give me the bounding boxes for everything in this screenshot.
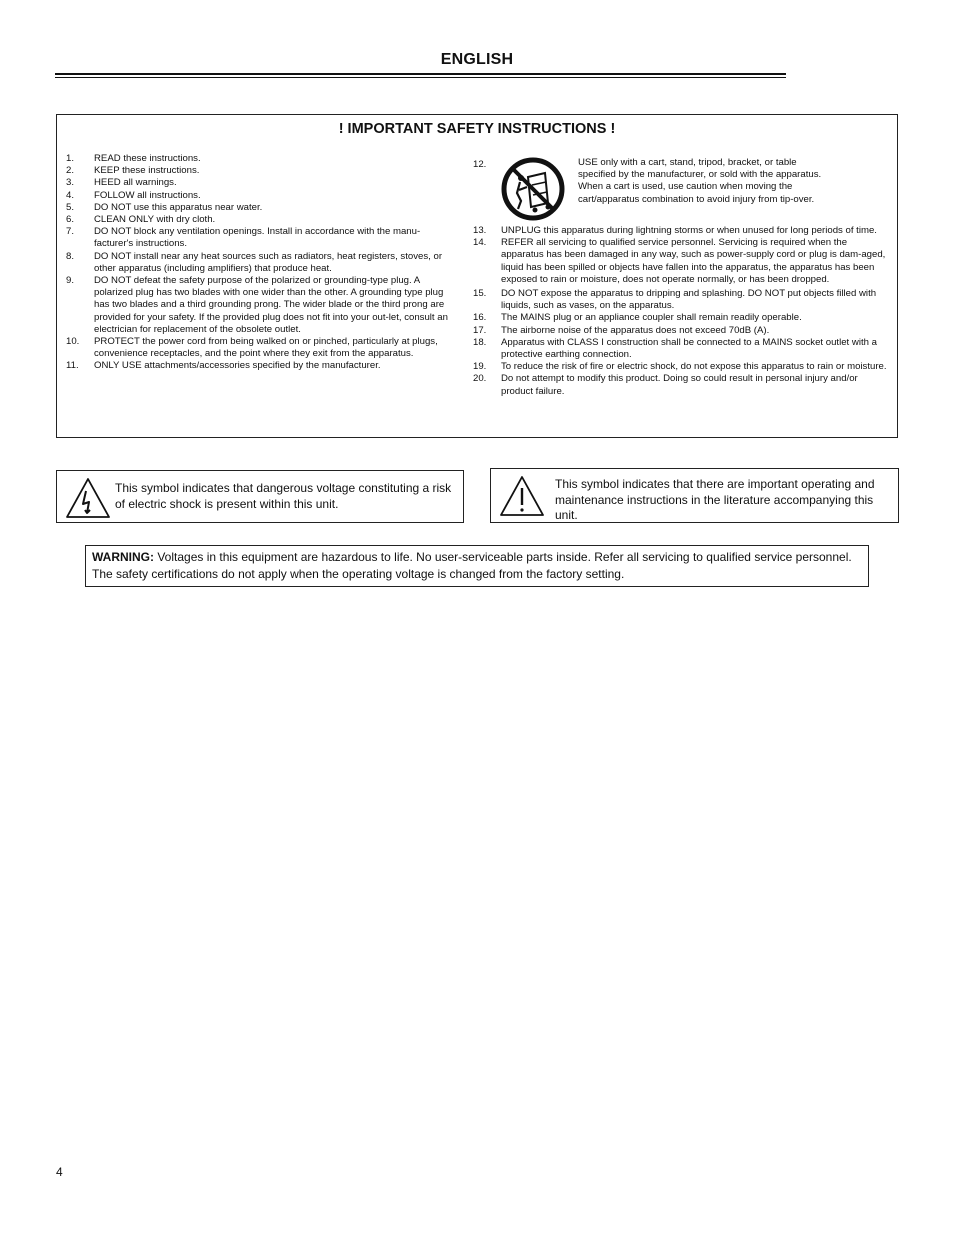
list-item — [66, 165, 458, 177]
safety-list-left — [66, 153, 458, 373]
list-item — [66, 190, 458, 202]
list-item — [66, 251, 458, 275]
item-number: 19. — [473, 361, 487, 373]
item-number: 15. — [473, 288, 487, 300]
list-item — [473, 337, 889, 361]
voltage-symbol-box — [56, 470, 464, 523]
item-text: DO NOT use this apparatus near water. — [94, 201, 263, 213]
item-number: 14. — [473, 237, 487, 249]
list-item — [473, 237, 889, 286]
item-number: 5. — [66, 201, 75, 213]
item-number: 1. — [66, 153, 75, 164]
item-number: 20. — [473, 373, 487, 385]
maintenance-symbol-box — [490, 468, 899, 523]
list-item — [66, 177, 458, 189]
item-number: 2. — [66, 165, 75, 177]
list-item — [473, 325, 889, 337]
item-text: DO NOT block any ventilation openings. Install in accordance with the manu-facturer's instructions. — [94, 226, 421, 250]
item-text: CLEAN ONLY with dry cloth. — [94, 214, 216, 226]
warning-label: WARNING: — [92, 550, 154, 564]
item-text: PROTECT the power cord from being walked on or pinched, particularly at plugs, convenience receptacles, and the point where they exit from the apparatus. — [94, 336, 438, 360]
list-item — [66, 336, 458, 360]
item-number: 11. — [66, 360, 79, 372]
item-number: 3. — [66, 177, 75, 189]
list-item — [473, 312, 889, 324]
item-number: 9. — [66, 275, 75, 287]
list-item — [66, 360, 458, 372]
warning-box — [85, 545, 869, 587]
warning-text: Voltages in this equipment are hazardous to life. No user-serviceable parts inside. Refer all servicing to qualified service personnel. The safety certifications do not apply when the operating voltage is changed from the factory setting. — [92, 550, 852, 581]
list-item — [473, 225, 889, 237]
item-number: 10. — [66, 336, 80, 348]
item-text: READ these instructions. — [94, 153, 201, 164]
voltage-symbol-text: This symbol indicates that dangerous voltage constituting a risk of electric shock is present within this unit. — [115, 481, 452, 511]
list-item — [66, 153, 458, 165]
list-item — [473, 361, 889, 373]
safety-list-right — [473, 157, 889, 398]
item-text: Do not attempt to modify this product. Doing so could result in personal injury and/or product failure. — [501, 373, 858, 397]
item-number: 12. — [473, 159, 487, 170]
item-number: 16. — [473, 312, 487, 324]
cart-tip-over-icon — [501, 157, 565, 221]
item-text: USE only with a cart, stand, tripod, bracket, or table specified by the manufacturer, or sold with the apparatus. When a cart is used, use caution when moving the cart/apparatus combination to avoid injury from tip-over. — [578, 157, 822, 205]
list-item-cart — [473, 157, 889, 225]
maintenance-symbol-text: This symbol indicates that there are important operating and maintenance instructions in the literature accompanying this unit. — [555, 477, 875, 522]
item-number: 17. — [473, 324, 487, 336]
item-text: UNPLUG this apparatus during lightning storms or when unused for long periods of time. — [501, 225, 877, 236]
list-item — [66, 226, 458, 250]
safety-title: ! IMPORTANT SAFETY INSTRUCTIONS ! — [338, 121, 616, 137]
item-text: To reduce the risk of fire or electric shock, do not expose this apparatus to rain or moisture. — [501, 361, 887, 373]
item-text: The MAINS plug or an appliance coupler shall remain readily operable. — [501, 312, 802, 324]
safety-instructions-box — [56, 114, 898, 438]
item-text: DO NOT install near any heat sources such as radiators, heat registers, stoves, or other apparatus (including amplifiers) that produce heat. — [94, 250, 443, 274]
item-number: 6. — [66, 214, 75, 226]
list-item — [473, 288, 889, 312]
item-text: Apparatus with CLASS I construction shall be connected to a MAINS socket outlet with a protective earthing connection. — [501, 336, 877, 361]
item-number: 4. — [66, 189, 75, 201]
item-number: 7. — [66, 226, 75, 238]
item-text: FOLLOW all instructions. — [94, 189, 201, 201]
item-text: ONLY USE attachments/accessories specified by the manufacturer. — [94, 360, 381, 372]
item-text: REFER all servicing to qualified service personnel. Servicing is required when the apparatus has been damaged in any way, such as power-supply cord or plug is dam-aged, liquid has been spilled or objects have fallen into the apparatus, the apparatus has been exposed to rain or moisture, does not operate normally, or has been dropped. — [501, 237, 886, 285]
item-text: The airborne noise of the apparatus does not exceed 70dB (A). — [501, 324, 770, 336]
list-item — [66, 275, 458, 336]
list-item — [66, 214, 458, 226]
item-text: KEEP these instructions. — [94, 165, 200, 177]
item-number: 18. — [473, 336, 487, 348]
lightning-triangle-icon — [65, 477, 111, 519]
item-text: HEED all warnings. — [94, 177, 177, 189]
item-text: DO NOT expose the apparatus to dripping and splashing. DO NOT put objects filled with liquids, such as vases, on the apparatus. — [501, 288, 877, 312]
header-rule — [55, 73, 786, 78]
list-item — [66, 202, 458, 214]
item-text: DO NOT defeat the safety purpose of the polarized or grounding-type plug. A polarized plug has two blades with one wider than the other. A grounding type plug has two blades and a third grounding prong. The wider blade or the third prong are provided for your safety. If the provided plug does not fit into your out-let, consult an electrician for replacement of the obsolete outlet. — [94, 275, 448, 335]
list-item — [473, 373, 889, 397]
item-number: 8. — [66, 250, 75, 262]
exclamation-triangle-icon — [499, 475, 545, 517]
page-language-heading: ENGLISH — [440, 51, 514, 68]
item-number: 13. — [473, 225, 487, 236]
page-number: 4 — [56, 1165, 63, 1179]
